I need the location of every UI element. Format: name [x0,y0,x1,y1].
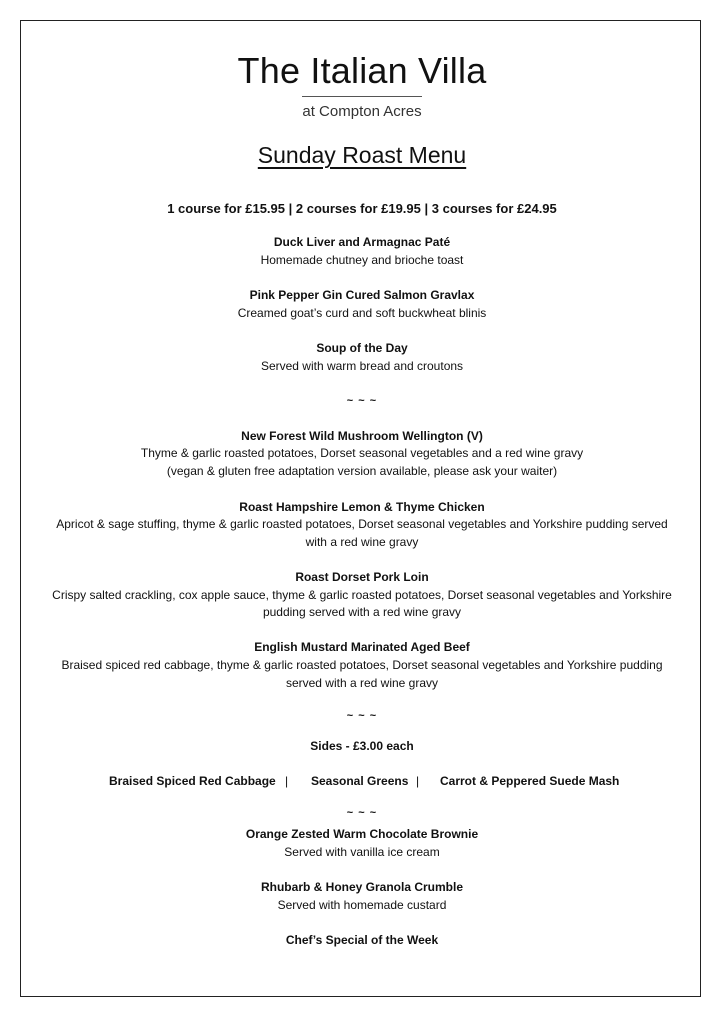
title-underline-rule [302,96,422,97]
course-separator-1: ~ ~ ~ [346,395,378,407]
starter-2-name: Pink Pepper Gin Cured Salmon Gravlax [249,288,475,302]
main-3-desc-line-2: pudding served with a red wine gravy [262,605,462,619]
starter-2-desc: Creamed goat’s curd and soft buckwheat blinis [237,306,487,320]
course-separator-3: ~ ~ ~ [346,807,378,819]
main-4-desc-line-2: served with a red wine gravy [285,676,439,690]
main-2-desc-line-1: Apricot & sage stuffing, thyme & garlic roasted potatoes, Dorset seasonal vegetables and Yorkshire pudding served [56,517,668,531]
sides-heading: Sides - £3.00 each [310,739,414,753]
pricing-line: 1 course for £15.95 | 2 courses for £19.95 | 3 courses for £24.95 [167,201,557,216]
side-carrot-suede-mash: Carrot & Peppered Suede Mash [440,774,620,788]
restaurant-subtitle: at Compton Acres [302,103,422,120]
main-1-desc-line-2: (vegan & gluten free adaptation version available, please ask your waiter) [166,464,558,478]
main-2-name: Roast Hampshire Lemon & Thyme Chicken [239,500,485,514]
main-4-desc-line-1: Braised spiced red cabbage, thyme & garlic roasted potatoes, Dorset seasonal vegetables and Yorkshire pudding [61,658,663,672]
main-1-name: New Forest Wild Mushroom Wellington (V) [241,429,483,443]
side-seasonal-greens: Seasonal Greens [311,774,409,788]
starter-1-desc: Homemade chutney and brioche toast [260,253,464,267]
dessert-2-name: Rhubarb & Honey Granola Crumble [260,880,464,894]
starter-3-desc: Served with warm bread and croutons [260,359,464,373]
main-3-desc-line-1: Crispy salted crackling, cox apple sauce, thyme & garlic roasted potatoes, Dorset seasonal vegetables and Yorkshire [52,588,672,602]
restaurant-title: The Italian Villa [237,50,487,91]
main-3-name: Roast Dorset Pork Loin [295,570,429,584]
side-red-cabbage: Braised Spiced Red Cabbage [109,774,276,788]
chefs-special: Chef’s Special of the Week [285,933,439,947]
course-separator-2: ~ ~ ~ [346,710,378,722]
starter-3-name: Soup of the Day [316,341,408,355]
side-divider-1: | [285,774,289,788]
dessert-1-name: Orange Zested Warm Chocolate Brownie [245,827,479,841]
side-divider-2: | [416,774,420,788]
starter-1-name: Duck Liver and Armagnac Paté [273,235,451,249]
main-2-desc-line-2: with a red wine gravy [305,535,419,549]
dessert-2-desc: Served with homemade custard [277,898,447,912]
main-4-name: English Mustard Marinated Aged Beef [254,640,470,654]
menu-title: Sunday Roast Menu [257,142,467,168]
main-1-desc-line-1: Thyme & garlic roasted potatoes, Dorset seasonal vegetables and a red wine gravy [140,446,584,460]
dessert-1-desc: Served with vanilla ice cream [284,845,440,859]
